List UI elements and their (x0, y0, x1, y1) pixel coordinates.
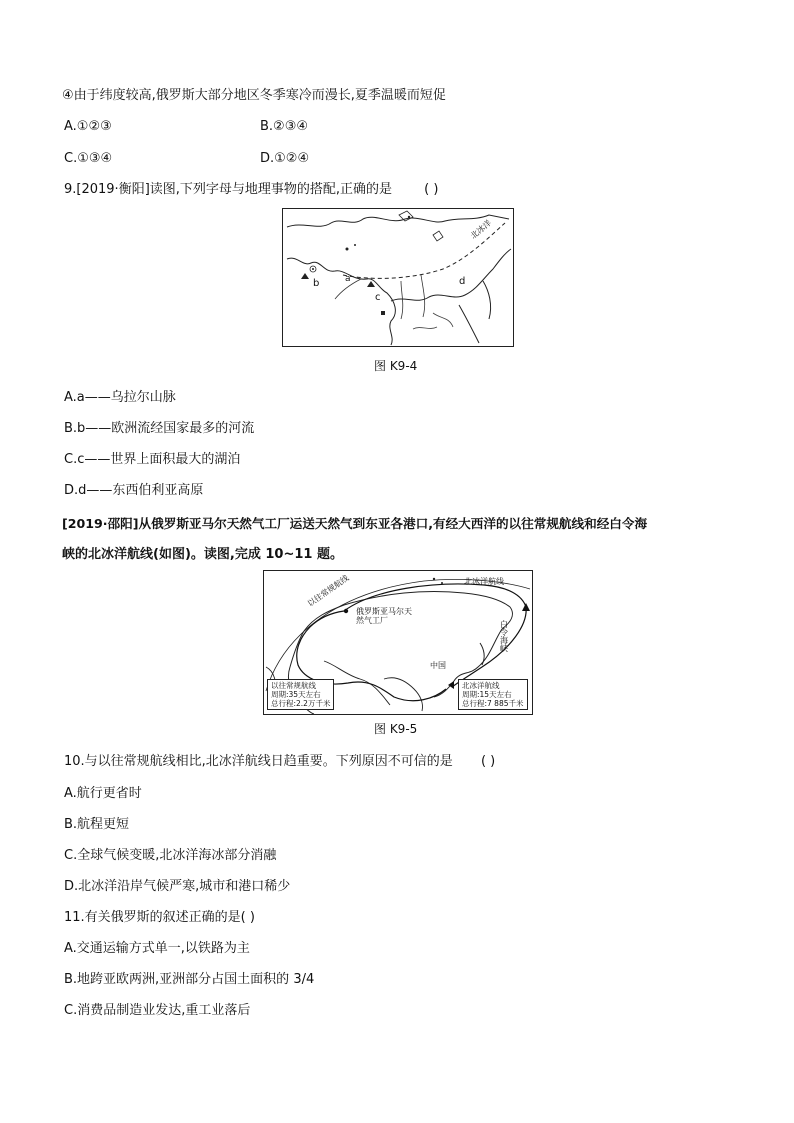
q9-option-d[interactable]: D.d——东西伯利亚高原 (64, 483, 204, 498)
q10-option-c[interactable]: C.全球气候变暖,北冰洋海冰部分消融 (64, 848, 277, 863)
q8-option-d[interactable]: D.①②④ (260, 151, 310, 166)
q10-stem-text: 10.与以往常规航线相比,北冰洋航线日趋重要。下列原因不可信的是 (64, 754, 453, 769)
legend-arctic-route (458, 679, 528, 710)
label-yamal-factory: 俄罗斯亚马尔天然气工厂 (356, 607, 412, 625)
q9-option-a[interactable]: A.a——乌拉尔山脉 (64, 390, 176, 405)
fig-k9-4-caption: 图 K9-4 (374, 359, 418, 373)
q9-stem-text: 9.[2019·衡阳]读图,下列字母与地理事物的搭配,正确的是 (64, 182, 393, 197)
fig-k9-5-caption: 图 K9-5 (374, 722, 418, 736)
label-china: 中国 (430, 661, 446, 670)
q11-option-c[interactable]: C.消费品制造业发达,重工业落后 (64, 1003, 251, 1018)
legend-left-line-1: 以往常规航线 (271, 681, 316, 690)
map-label-route: 北冰洋 (468, 218, 494, 241)
label-conventional-route: 以往常规航线 (306, 573, 351, 609)
legend-right-line-2: 周期:15天左右 (462, 690, 512, 699)
map-label-d: d (459, 276, 466, 287)
intro-10-11-line2: 峡的北冰洋航线(如图)。读图,完成 10~11 题。 (62, 547, 343, 562)
q9-answer-blank[interactable]: ( ) (424, 182, 439, 197)
q10-option-b[interactable]: B.航程更短 (64, 817, 130, 832)
map-label-c: c (375, 292, 381, 303)
legend-conventional-route (267, 679, 334, 710)
q11-stem: 11.有关俄罗斯的叙述正确的是( ) (64, 910, 255, 925)
russia-map-k9-4 (282, 208, 514, 347)
q11-option-b[interactable]: B.地跨亚欧两洲,亚洲部分占国土面积的 3/4 (64, 972, 315, 987)
q10-stem (64, 754, 495, 770)
legend-right-line-1: 北冰洋航线 (462, 681, 500, 690)
q8-statement-4: ④由于纬度较高,俄罗斯大部分地区冬季寒冷而漫长,夏季温暖而短促 (62, 88, 446, 103)
label-bering-strait: 白令海峡 (500, 620, 508, 653)
q8-option-b[interactable]: B.②③④ (260, 119, 309, 134)
q8-option-c[interactable]: C.①③④ (64, 151, 113, 166)
q9-stem (64, 182, 438, 198)
shipping-route-map-k9-5 (263, 570, 533, 715)
q10-option-d[interactable]: D.北冰洋沿岸气候严寒,城市和港口稀少 (64, 879, 291, 894)
label-arctic-route: 北冰洋航线 (464, 577, 504, 586)
q10-option-a[interactable]: A.航行更省时 (64, 786, 142, 801)
legend-left-line-3: 总行程:2.2万千米 (271, 699, 331, 708)
q9-option-b[interactable]: B.b——欧洲流经国家最多的河流 (64, 421, 255, 436)
map-label-b: b (313, 278, 320, 289)
legend-right-line-3: 总行程:7 885千米 (462, 699, 524, 708)
q9-option-c[interactable]: C.c——世界上面积最大的湖泊 (64, 452, 241, 467)
legend-left-line-2: 周期:35天左右 (271, 690, 321, 699)
q8-option-a[interactable]: A.①②③ (64, 119, 112, 134)
map-label-a: a (345, 274, 351, 284)
intro-10-11-line1: [2019·邵阳]从俄罗斯亚马尔天然气工厂运送天然气到东亚各港口,有经大西洋的以往常规航线和经白令海 (62, 516, 648, 531)
q10-answer-blank[interactable]: ( ) (480, 754, 496, 769)
q11-option-a[interactable]: A.交通运输方式单一,以铁路为主 (64, 941, 250, 956)
